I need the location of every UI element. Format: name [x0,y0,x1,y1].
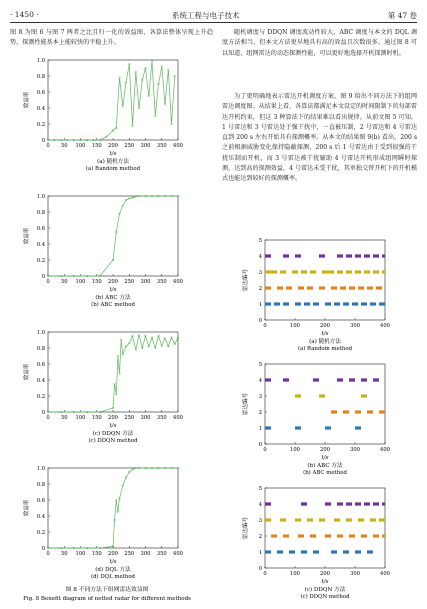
radar-3-on-segment [265,518,271,521]
x-tick-label: 200 [320,571,330,577]
radar-3-on-segment [280,518,286,521]
y-tick-label: 0 [258,441,262,448]
radar-3-on-segment [364,270,370,273]
radar-3-on-segment [280,270,286,273]
y-tick-label: 0.4 [36,513,45,520]
radar-4-on-segment [346,254,352,257]
x-tick-label: 250 [124,143,135,149]
x-tick-label: 300 [350,571,360,577]
radar-4-on-segment [373,378,379,381]
radar-3-on-segment [337,270,343,273]
radar-3-on-segment [322,270,328,273]
x-tick-label: 150 [91,551,102,557]
x-tick-label: 50 [60,143,68,149]
y-tick-label: 0 [258,565,262,572]
radar-3-on-segment [319,394,325,397]
plot-frame [48,60,178,140]
radar-1-on-segment [289,550,295,553]
radar-3-on-segment [355,270,361,273]
radar-4-on-segment [265,378,271,381]
radar-4-on-segment [382,502,385,505]
radar-4-on-segment [361,378,367,381]
x-tick-label: 0 [46,551,50,557]
caption-zh: (b) ABC 方法 [307,463,343,469]
x-tick-label: 150 [91,143,102,149]
y-tick-label: 3 [258,393,262,400]
radar-2-on-segment [355,410,361,413]
radar-4-on-segment [355,254,361,257]
radar-4-on-segment [346,502,352,505]
radar-4-on-segment [364,502,370,505]
radar-3-on-segment [370,518,376,521]
x-tick-label: 350 [156,551,167,557]
radar-1-on-segment [361,302,367,305]
radar-1-on-segment [277,550,283,553]
radar-1-on-segment [313,550,319,553]
radar-3-on-segment [265,270,271,273]
radar-4-on-segment [382,254,385,257]
x-tick-label: 400 [380,447,390,453]
radar-2-on-segment [310,534,316,537]
caption-en: (d) DQL method [90,574,136,580]
x-tick-label: 400 [173,415,183,421]
caption-en: (c) DDQN method [88,438,138,444]
radar-1-on-segment [379,302,385,305]
caption-en: (a) Random method [85,166,141,172]
y-tick-label: 1.0 [36,465,45,472]
y-tick-label: 1 [258,549,262,556]
y-tick-label: 2 [258,285,262,292]
y-tick-label: 1.0 [36,57,45,64]
radar-1-on-segment [274,302,280,305]
y-tick-label: 0.8 [36,209,45,216]
x-tick-label: 250 [124,415,135,421]
y-tick-label: 0.2 [36,529,45,536]
x-tick-label: 0 [263,447,267,453]
volume-label: 第 47 卷 [387,11,417,20]
radar-2-on-segment [337,534,343,537]
x-axis-label: t/s [321,455,329,461]
radar-1-on-segment [265,302,271,305]
radar-2-on-segment [349,534,355,537]
x-tick-label: 100 [75,143,86,149]
x-tick-label: 0 [263,323,267,329]
radar-2-on-segment [277,286,283,289]
x-tick-label: 0 [46,415,50,421]
x-tick-label: 400 [173,551,183,557]
radar-2-on-segment [379,410,385,413]
radar-3-on-segment [328,270,334,273]
y-tick-label: 0 [41,137,45,144]
x-tick-label: 200 [320,323,330,329]
caption-zh: (b) ABC 方法 [95,295,131,301]
radar-3-on-segment [382,270,385,273]
radar-4-on-segment [373,502,379,505]
x-axis-label: t/s [109,287,117,293]
y-tick-label: 0 [41,273,45,280]
x-tick-label: 400 [380,323,390,329]
x-tick-label: 200 [320,447,330,453]
radar-4-on-segment [319,254,325,257]
radar-4-on-segment [325,502,331,505]
radar-2-on-segment [358,286,364,289]
radar-3-on-segment [334,518,340,521]
caption-en: (b) ABC method [303,470,347,476]
radar-4-on-segment [283,254,289,257]
x-tick-label: 100 [290,571,300,577]
radar-3-on-segment [271,270,277,273]
radar-2-on-segment [265,286,271,289]
radar-1-on-segment [325,302,331,305]
x-tick-label: 100 [75,551,86,557]
header-rule [10,22,417,23]
x-tick-label: 400 [173,143,183,149]
y-axis-label: 雷达编号 [243,516,249,540]
caption-zh: (c) DDQN 方法 [304,587,346,593]
x-tick-label: 200 [108,415,118,421]
radar-3-on-segment [361,394,367,397]
plot-frame [48,196,178,276]
radar-4-on-segment [337,254,343,257]
radar-2-on-segment [367,286,373,289]
x-tick-label: 350 [156,143,167,149]
right-paragraph-2: 为了更明确地表示雷达开机调度方案，图 9 给出不同方法下的组网雷达调度图。从结果上看，各算法都满足本文设定的时间限制下的每部雷达开机约束，但这 3 种算法下的结果难以看出规律。从前文图 5 可知，1 号雷达和 3 号雷达处于强干扰中，一直被压制，2 号雷达和 4 号雷达直到 200 s 左右开始具有探测概率。从本文的结果图 9(b) 看出，200 s 之前根据威胁变化保持隐蔽探测，200 s 后 1 号雷达由于受到很强的干扰压制而开机，而 3 号雷达被干扰辅助 4 号雷达开机形成组网瞬时探测，达到高的探测效益，4 号雷达未受干扰，其单独交替开机下的开机模式也能达到较好的探测概率。 [222,93,417,183]
radar-1-on-segment [295,302,301,305]
right-paragraph-1: 随机调度与 DDQN 调度波动性较大，ABC 调度与本文的 DQL 调度方法相当，但本文方法更早地具有高的效益且次数很多。通过图 8 可以知道，组网雷达的动态探测性能，可以更好地选择开机探测时机。 [222,29,417,57]
radar-1-on-segment [334,302,340,305]
y-axis-label: 效益率 [24,499,30,517]
y-tick-label: 2 [258,533,262,540]
radar-4-on-segment [301,502,307,505]
radar-2-on-segment [343,410,349,413]
radar-4-on-segment [373,254,379,257]
y-tick-label: 0.6 [36,497,45,504]
radar-4-on-segment [349,378,355,381]
radar-4-on-segment [265,502,271,505]
y-tick-label: 5 [258,237,262,244]
radar-3-on-segment [358,518,364,521]
caption-en: (a) Random method [297,346,353,352]
radar-3-on-segment [292,270,298,273]
radar-4-on-segment [364,254,370,257]
radar-3-on-segment [379,518,385,521]
y-tick-label: 3 [258,269,262,276]
y-tick-label: 4 [258,253,262,260]
y-axis-label: 雷达编号 [243,392,249,416]
schedule-chart-2 [241,362,390,476]
x-tick-label: 0 [46,143,50,149]
y-tick-label: 4 [258,501,262,508]
fig8-caption-en: Fig. 8 Benefit diagram of netted radar for different methods [23,596,191,602]
y-tick-label: 0.8 [36,345,45,352]
x-tick-label: 200 [108,551,118,557]
radar-1-on-segment [313,302,319,305]
radar-1-on-segment [265,550,271,553]
radar-2-on-segment [376,286,382,289]
radar-2-on-segment [349,286,355,289]
y-tick-label: 0 [41,409,45,416]
y-tick-label: 0.4 [36,105,45,112]
radar-1-on-segment [355,426,361,429]
x-tick-label: 200 [108,143,118,149]
radar-4-on-segment [313,378,319,381]
plot-frame [265,488,385,568]
y-tick-label: 1.0 [36,329,45,336]
y-tick-label: 0.2 [36,393,45,400]
radar-1-on-segment [367,550,373,553]
caption-zh: (c) DDQN 方法 [92,431,134,437]
x-tick-label: 400 [173,279,183,285]
x-tick-label: 300 [140,551,151,557]
x-tick-label: 0 [46,279,50,285]
y-axis-label: 效益率 [24,91,30,109]
caption-en: (c) DDQN method [300,594,350,600]
x-tick-label: 350 [156,279,167,285]
y-tick-label: 5 [258,361,262,368]
y-tick-label: 0.8 [36,481,45,488]
x-tick-label: 50 [60,551,68,557]
y-tick-label: 0.6 [36,225,45,232]
radar-3-on-segment [346,270,352,273]
x-tick-label: 100 [290,447,300,453]
left-paragraph: 图 8 为图 6 与图 7 两者之比且归一化的效益图，各算法整体呈现上升趋势，探测性能基本上能较快的平稳上升。 [10,29,213,47]
benefit-chart-4 [22,466,183,580]
plot-frame [48,332,178,412]
x-tick-label: 50 [60,415,68,421]
plot-frame [48,468,178,548]
radar-2-on-segment [340,286,346,289]
y-tick-label: 3 [258,517,262,524]
y-tick-label: 0.6 [36,89,45,96]
benefit-chart-1 [22,58,183,172]
x-axis-label: t/s [109,423,117,429]
radar-1-on-segment [283,302,289,305]
x-tick-label: 300 [140,143,151,149]
radar-1-on-segment [301,550,307,553]
x-tick-label: 100 [75,415,86,421]
radar-3-on-segment [346,518,352,521]
radar-2-on-segment [307,286,313,289]
radar-3-on-segment [373,270,379,273]
y-tick-label: 5 [258,485,262,492]
y-tick-label: 2 [258,409,262,416]
radar-3-on-segment [307,518,313,521]
fig8-caption-zh: 图 8 不同方法下组网雷达效益图 [65,587,149,593]
radar-1-on-segment [352,302,358,305]
caption-zh: (a) 随机方法 [309,339,341,345]
radar-2-on-segment [373,534,379,537]
x-axis-label: t/s [321,331,329,337]
caption-en: (b) ABC method [91,302,135,308]
radar-1-on-segment [325,426,331,429]
x-tick-label: 300 [350,447,360,453]
page-number: · 1450 · [10,10,39,19]
radar-3-on-segment [319,518,325,521]
y-axis-label: 雷达编号 [243,268,249,292]
x-tick-label: 100 [290,323,300,329]
x-tick-label: 200 [108,279,118,285]
y-tick-label: 0 [41,545,45,552]
y-tick-label: 0 [258,317,262,324]
x-tick-label: 300 [140,415,151,421]
x-axis-label: t/s [109,151,117,157]
x-tick-label: 400 [380,571,390,577]
radar-2-on-segment [298,286,304,289]
fig9-charts [215,236,427,609]
radar-2-on-segment [367,410,373,413]
radar-2-on-segment [319,286,325,289]
x-tick-label: 150 [91,415,102,421]
journal-name: 系统工程与电子技术 [172,11,240,20]
radar-2-on-segment [382,534,385,537]
y-tick-label: 1 [258,425,262,432]
schedule-chart-1 [241,238,390,352]
fig8-charts [0,56,215,609]
radar-3-on-segment [295,394,301,397]
radar-2-on-segment [331,410,337,413]
y-tick-label: 1 [258,301,262,308]
radar-2-on-segment [286,286,292,289]
y-tick-label: 1.0 [36,193,45,200]
radar-4-on-segment [295,254,301,257]
radar-4-on-segment [283,378,289,381]
radar-2-on-segment [298,534,304,537]
benefit-chart-2 [22,194,183,308]
y-tick-label: 0.4 [36,377,45,384]
radar-3-on-segment [310,270,316,273]
radar-1-on-segment [343,550,349,553]
radar-3-on-segment [295,518,301,521]
radar-3-on-segment [301,270,307,273]
y-tick-label: 0.2 [36,257,45,264]
x-tick-label: 0 [263,571,267,577]
y-axis-label: 效益率 [24,227,30,245]
radar-2-on-segment [271,534,277,537]
y-tick-label: 4 [258,377,262,384]
y-tick-label: 0.4 [36,241,45,248]
radar-1-on-segment [265,426,271,429]
y-tick-label: 0.6 [36,361,45,368]
radar-1-on-segment [295,426,301,429]
radar-1-on-segment [370,302,376,305]
radar-2-on-segment [361,534,367,537]
caption-zh: (d) DQL 方法 [95,567,131,573]
caption-zh: (a) 随机方法 [97,159,129,165]
x-axis-label: t/s [321,579,329,585]
schedule-chart-3 [241,486,390,600]
x-tick-label: 350 [156,415,167,421]
radar-4-on-segment [265,254,271,257]
plot-frame [265,364,385,444]
radar-2-on-segment [325,534,331,537]
radar-4-on-segment [355,502,361,505]
radar-1-on-segment [304,302,310,305]
x-axis-label: t/s [109,559,117,565]
x-tick-label: 300 [350,323,360,329]
x-tick-label: 300 [140,279,151,285]
x-tick-label: 150 [91,279,102,285]
radar-1-on-segment [331,550,337,553]
y-tick-label: 0.8 [36,73,45,80]
y-tick-label: 0.2 [36,121,45,128]
radar-1-on-segment [355,550,361,553]
x-tick-label: 250 [124,279,135,285]
radar-2-on-segment [331,286,337,289]
y-axis-label: 效益率 [24,363,30,381]
radar-4-on-segment [337,378,343,381]
radar-1-on-segment [343,302,349,305]
x-tick-label: 50 [60,279,68,285]
radar-4-on-segment [337,502,343,505]
benefit-chart-3 [22,330,183,444]
radar-2-on-segment [283,534,289,537]
plot-frame [265,240,385,320]
x-tick-label: 250 [124,551,135,557]
x-tick-label: 100 [75,279,86,285]
